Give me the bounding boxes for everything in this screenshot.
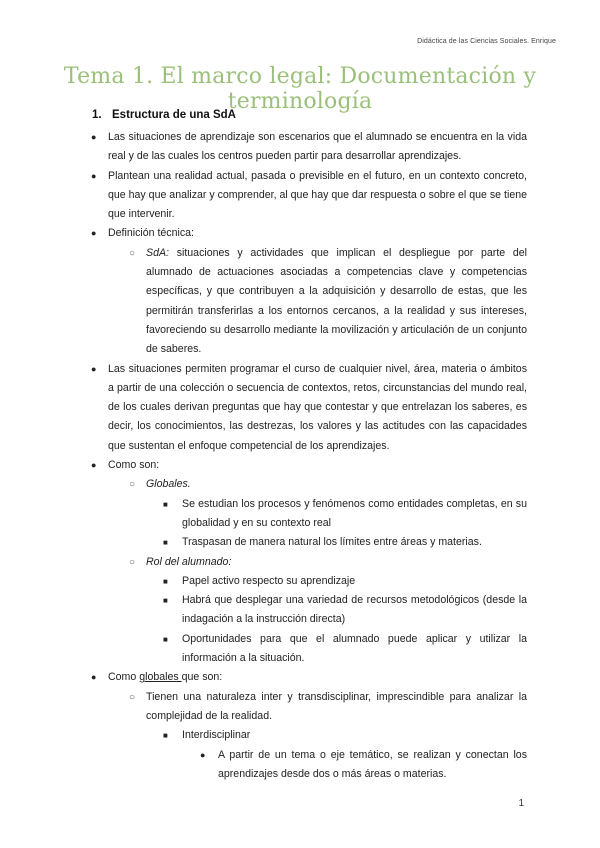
bullet-icon: ●	[200, 749, 206, 760]
square-bullet-icon: ■	[163, 499, 168, 509]
bullet-icon: ●	[91, 170, 97, 181]
list-item: ○ Rol del alumnado:	[0, 553, 600, 572]
list-item: ○ SdA: situaciones y actividades que implican el despliegue por parte del alumnado de actuaciones asociadas a competencias clave y competencias específicas, y que contribuyen a la adquisición y desarrollo de estas, que les permitirán transferirlas a los entornos cercanos, a la realidad y sus intereses, favoreciendo su desarrollo mediante la movilización y articulación de un conjunto de saberes.	[0, 244, 600, 360]
bullet-icon: ●	[91, 460, 97, 471]
square-bullet-icon: ■	[163, 596, 168, 606]
list-item: ● Como globales que son:	[0, 668, 600, 687]
square-bullet-icon: ■	[163, 634, 168, 644]
list-item: ● Las situaciones permiten programar el curso de cualquier nivel, área, materia o ámbitos a partir de una colección o secuencia de contextos, retos, circunstancias del mundo real, de los cuales derivan preguntas que hay que contestar y que entrelazan los saberes, es decir, los conocimientos, las destrezas, los valores y las actitudes con las capacidades que sustentan el enfoque competencial de los aprendizajes.	[0, 360, 600, 456]
bullet-icon: ●	[91, 228, 97, 239]
list-item: ■ Se estudian los procesos y fenómenos como entidades completas, en su globalidad y en su contexto real	[0, 495, 600, 534]
list-item: ● Como son:	[0, 456, 600, 475]
list-item: ● Definición técnica:	[0, 224, 600, 243]
circle-bullet-icon: ○	[129, 479, 136, 491]
circle-bullet-icon: ○	[129, 691, 136, 703]
bullet-icon: ●	[91, 672, 97, 683]
list-item: ■ Papel activo respecto su aprendizaje	[0, 572, 600, 591]
list-item: ○ Tienen una naturaleza inter y transdisciplinar, imprescindible para analizar la complejidad de la realidad.	[0, 688, 600, 727]
circle-bullet-icon: ○	[129, 556, 136, 568]
list-item: ■ Traspasan de manera natural los límites entre áreas y materias.	[0, 533, 600, 552]
list-item: ○ Globales.	[0, 475, 600, 494]
list-item: ● Plantean una realidad actual, pasada o previsible en el futuro, en un contexto concreto, que hay que analizar y comprender, al que hay que dar respuesta o sobre el que se tiene que intervenir.	[0, 167, 600, 225]
square-bullet-icon: ■	[163, 538, 168, 548]
list-item: ■ Habrá que desplegar una variedad de recursos metodológicos (desde la indagación a la instrucción directa)	[0, 591, 600, 630]
list-item: ■ Oportunidades para que el alumnado puede aplicar y utilizar la información a la situación.	[0, 630, 600, 669]
bullet-icon: ●	[91, 363, 97, 374]
term: SdA:	[146, 246, 169, 259]
section-number: 1.	[92, 109, 102, 121]
running-header: Didáctica de las Ciencias Sociales. Enrique	[417, 38, 556, 45]
bullet-icon: ●	[91, 132, 97, 142]
underlined-term: globales	[139, 671, 182, 684]
page-number: 1	[518, 798, 524, 809]
document-body	[0, 128, 600, 784]
section-heading	[92, 109, 236, 121]
square-bullet-icon: ■	[163, 731, 168, 741]
list-item: ■ Interdisciplinar	[0, 726, 600, 745]
section-title: Estructura de una SdA	[112, 109, 236, 121]
square-bullet-icon: ■	[163, 576, 168, 586]
circle-bullet-icon: ○	[129, 247, 136, 259]
list-item: ● A partir de un tema o eje temático, se realizan y conectan los aprendizajes desde dos o más áreas o materias.	[0, 746, 600, 785]
list-item: ● Las situaciones de aprendizaje son escenarios que el alumnado se encuentra en la vida real y de las cuales los centros pueden partir para desarrollar aprendizajes.	[0, 128, 600, 167]
page-title: Tema 1. El marco legal: Documentación y terminología	[63, 64, 537, 114]
